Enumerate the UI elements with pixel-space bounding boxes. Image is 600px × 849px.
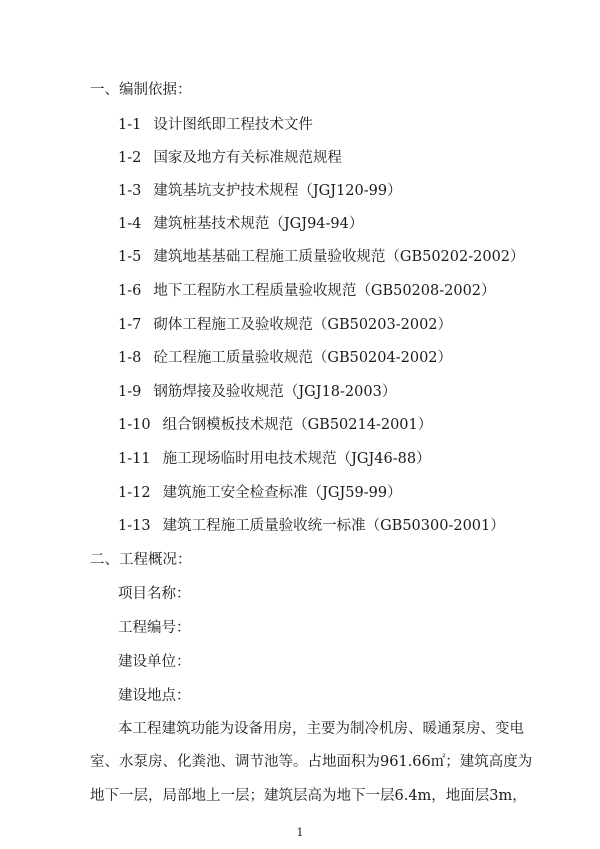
reference-item-text: 砌体工程施工及验收规范（GB50203-2002） — [153, 317, 453, 333]
page-number: 1 — [296, 826, 304, 839]
reference-item — [118, 148, 342, 168]
reference-item-number: 1-13 — [118, 518, 151, 534]
reference-item-number: 1-1 — [118, 117, 142, 133]
paragraph-line: 室、水泵房、化粪池、调节池等。占地面积为961.66㎡；建筑高度为 — [90, 754, 533, 770]
reference-item-number: 1-9 — [118, 384, 142, 400]
reference-item-number: 1-4 — [118, 216, 142, 232]
reference-item-text: 组合钢模板技术规范（GB50214-2001） — [162, 417, 433, 433]
reference-item — [118, 483, 402, 503]
reference-item — [118, 214, 363, 234]
reference-item-number: 1-2 — [118, 150, 142, 166]
reference-item — [118, 281, 496, 301]
reference-item-number: 1-3 — [118, 183, 142, 199]
reference-item-text: 施工现场临时用电技术规范（JGJ46-88） — [162, 451, 431, 467]
field-client: 建设单位： — [118, 654, 191, 670]
reference-item-text: 砼工程施工质量验收规范（GB50204-2002） — [153, 350, 453, 366]
field-location: 建设地点： — [118, 688, 191, 704]
reference-item-number: 1-7 — [118, 317, 142, 333]
reference-item — [118, 449, 431, 469]
reference-item-text: 建筑桩基技术规范（JGJ94-94） — [153, 216, 364, 232]
reference-item — [118, 115, 313, 135]
reference-item — [118, 348, 452, 368]
reference-item-number: 1-5 — [118, 249, 142, 265]
reference-item-text: 地下工程防水工程质量验收规范（GB50208-2002） — [153, 283, 496, 299]
reference-item-text: 国家及地方有关标准规范规程 — [153, 150, 342, 166]
reference-item-text: 钢筋焊接及验收规范（JGJ18-2003） — [153, 384, 397, 400]
reference-item — [118, 516, 505, 536]
reference-item-text: 建筑地基基础工程施工质量验收规范（GB50202-2002） — [153, 249, 525, 265]
reference-item-text: 建筑工程施工质量验收统一标准（GB50300-2001） — [162, 518, 505, 534]
field-project-name: 项目名称： — [118, 586, 191, 602]
reference-item-text: 建筑基坑支护技术规程（JGJ120-99） — [153, 183, 402, 199]
paragraph-line: 地下一层，局部地上一层；建筑层高为地下一层6.4m，地面层3m， — [90, 788, 527, 804]
section-2-heading: 二、工程概况： — [90, 552, 192, 568]
reference-item — [118, 382, 396, 402]
paragraph-line: 本工程建筑功能为设备用房，主要为制冷机房、暖通泵房、变电 — [118, 721, 524, 737]
reference-item-number: 1-12 — [118, 485, 151, 501]
reference-item — [118, 315, 452, 335]
reference-item-number: 1-6 — [118, 283, 142, 299]
reference-item-number: 1-11 — [118, 451, 151, 467]
reference-item — [118, 181, 402, 201]
reference-item-text: 设计图纸即工程技术文件 — [153, 117, 313, 133]
field-project-number: 工程编号： — [118, 620, 191, 636]
reference-item — [118, 247, 525, 267]
reference-item — [118, 415, 432, 435]
reference-item-number: 1-8 — [118, 350, 142, 366]
reference-item-number: 1-10 — [118, 417, 151, 433]
section-1-heading: 一、编制依据： — [90, 82, 192, 98]
reference-item-text: 建筑施工安全检查标准（JGJ59-99） — [162, 485, 402, 501]
